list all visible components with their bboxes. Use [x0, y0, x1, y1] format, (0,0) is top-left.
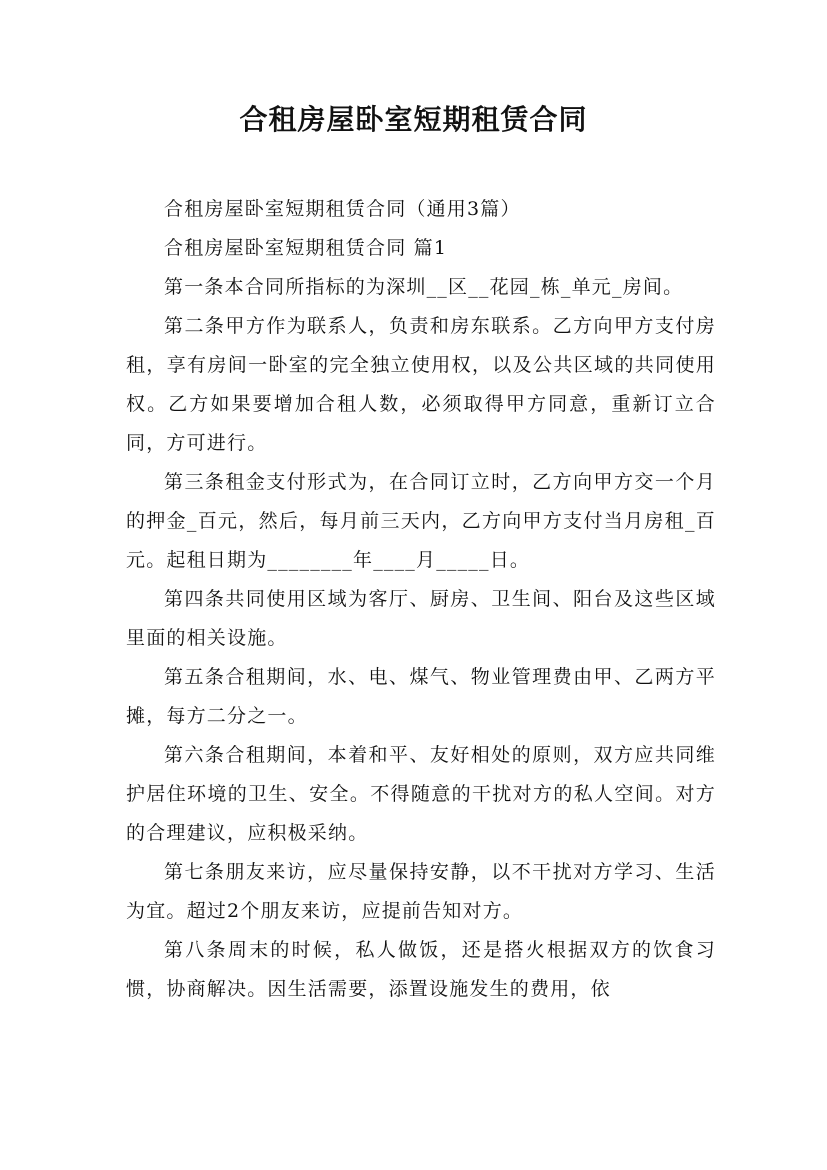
document-subtitle: 合租房屋卧室短期租赁合同（通用3篇）	[164, 198, 521, 220]
clause-5-paragraph: 第五条合租期间，水、电、煤气、物业管理费由甲、乙两方平摊，每方二分之一。	[126, 666, 716, 727]
clause-3-paragraph: 第三条租金支付形式为，在合同订立时，乙方向甲方交一个月的押金_百元，然后，每月前三天内，乙方向甲方支付当月房租_百元。起租日期为________年____月_____日。	[126, 471, 716, 571]
section-heading: 合租房屋卧室短期租赁合同 篇1	[164, 237, 448, 259]
clause-6-paragraph: 第六条合租期间，本着和平、友好相处的原则，双方应共同维护居住环境的卫生、安全。不得随意的干扰对方的私人空间。对方的合理建议，应积极采纳。	[126, 744, 716, 844]
clause-4-paragraph: 第四条共同使用区域为客厅、厨房、卫生间、阳台及这些区域里面的相关设施。	[126, 588, 716, 649]
clause-2-paragraph: 第二条甲方作为联系人，负责和房东联系。乙方向甲方支付房租，享有房间一卧室的完全独立使用权，以及公共区域的共同使用权。乙方如果要增加合租人数，必须取得甲方同意，重新订立合同，方可进行。	[126, 315, 716, 454]
clause-8-paragraph: 第八条周末的时候，私人做饭，还是搭火根据双方的饮食习惯，协商解决。因生活需要，添置设施发生的费用，依	[126, 939, 716, 1000]
clause-1-paragraph: 第一条本合同所指标的为深圳__区__花园_栋_单元_房间。	[164, 276, 684, 298]
clause-7-paragraph: 第七条朋友来访，应尽量保持安静，以不干扰对方学习、生活为宜。超过2个朋友来访，应提前告知对方。	[126, 861, 716, 922]
document-title: 合租房屋卧室短期租赁合同	[239, 103, 588, 136]
document-body	[126, 190, 716, 1009]
